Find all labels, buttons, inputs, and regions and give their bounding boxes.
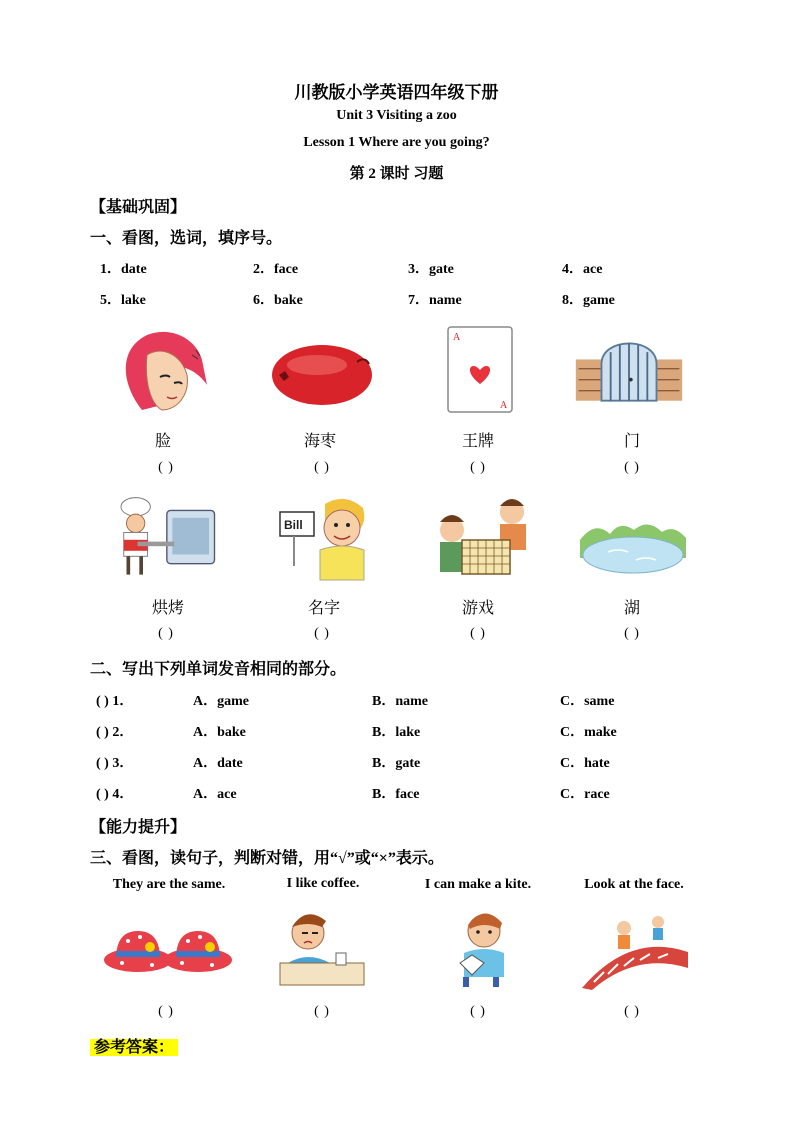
word-option: 8．game [562,293,615,308]
caption-game: 游戏 [461,600,494,617]
option-b: B．gate [372,756,421,771]
sentence-2: I like coffee. [286,876,360,891]
word-option: 2．face [253,262,299,277]
svg-text:A: A [500,400,508,411]
caption-ace: 王牌 [461,433,494,450]
part1-instruction: 一、看图，选词，填序号。 [90,230,283,247]
question-number[interactable]: ( ) 4． [96,787,134,802]
date-fruit-picture [267,330,377,425]
improve-section-label: 【能力提升】 [90,819,187,836]
option-b: B．face [372,787,420,802]
caption-face: 脸 [154,433,171,450]
caption-lake: 湖 [623,600,640,617]
answer-blank[interactable]: ( ) [314,1004,330,1019]
answer-blank[interactable]: ( ) [470,626,486,641]
caption-date: 海枣 [303,433,336,450]
option-a: A．bake [193,725,246,740]
word-option: 3．gate [408,262,454,277]
part3-instruction: 三、看图，读句子，判断对错，用“√”或“×”表示。 [90,850,444,867]
option-c: C．same [560,694,615,709]
sentence-1: They are the same. [112,877,226,892]
boy-at-desk-picture [276,905,368,990]
answer-blank[interactable]: ( ) [624,460,640,475]
option-b: B．lake [372,725,421,740]
word-option: 5．lake [100,293,146,308]
basic-section-label: 【基础巩固】 [90,199,187,216]
hats-picture [102,915,234,990]
answer-blank[interactable]: ( ) [158,460,174,475]
boy-making-kite-picture [440,905,520,990]
caption-gate: 门 [623,433,640,450]
bake-picture [110,490,220,585]
children-on-bridge-picture [580,912,690,990]
lesson-title: Lesson 1 Where are you going? [303,135,490,150]
question-number[interactable]: ( ) 1． [96,694,134,709]
page-title: 川教版小学英语四年级下册 [294,83,499,102]
answer-blank[interactable]: ( ) [314,626,330,641]
caption-name: 名字 [307,600,340,617]
lake-picture [578,500,688,595]
bill-sign-text: Bill [284,518,303,532]
caption-bake: 烘烤 [151,600,184,617]
option-a: A．ace [193,787,237,802]
answer-blank[interactable]: ( ) [470,460,486,475]
answer-blank[interactable]: ( ) [314,460,330,475]
answer-key-label [90,1034,178,1057]
option-c: C．race [560,787,610,802]
face-picture [112,325,222,420]
question-number[interactable]: ( ) 2． [96,725,134,740]
answer-blank[interactable]: ( ) [470,1004,486,1019]
ace-card-picture [426,322,536,417]
option-c: C．make [560,725,617,740]
period-title: 第 2 课时 习题 [349,166,444,182]
option-c: C．hate [560,756,610,771]
option-b: B．name [372,694,428,709]
answer-blank[interactable]: ( ) [158,626,174,641]
answer-blank[interactable]: ( ) [624,626,640,641]
sentence-4: Look at the face. [584,877,684,892]
game-picture [432,492,542,587]
svg-text:A: A [453,332,461,343]
answer-key-text: 参考答案： [90,1039,178,1056]
gate-picture [574,328,684,423]
word-option: 7．name [408,293,462,308]
unit-title: Unit 3 Visiting a zoo [336,108,457,123]
word-option: 1．date [100,262,147,277]
part2-instruction: 二、写出下列单词发音相同的部分。 [90,661,347,678]
word-option: 6．bake [253,293,303,308]
option-a: A．date [193,756,243,771]
sentence-3: I can make a kite. [424,877,532,892]
option-a: A．game [193,694,249,709]
answer-blank[interactable]: ( ) [624,1004,640,1019]
question-number[interactable]: ( ) 3． [96,756,134,771]
word-option: 4．ace [562,262,603,277]
answer-blank[interactable]: ( ) [158,1004,174,1019]
name-picture [270,492,380,587]
